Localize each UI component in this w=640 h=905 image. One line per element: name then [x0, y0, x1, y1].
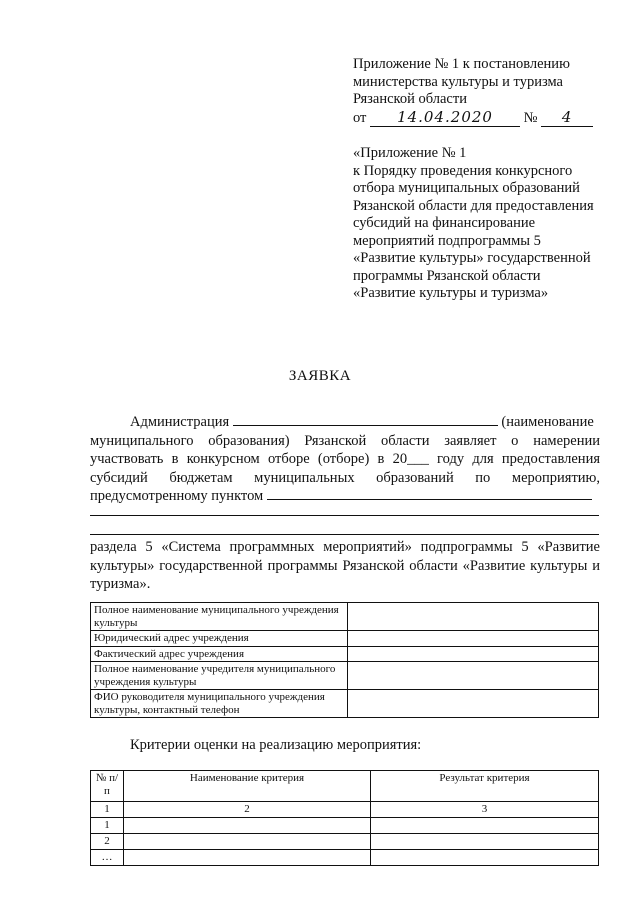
header-cell-result: Результат критерия	[371, 771, 599, 802]
appendix-line: программы Рязанской области	[353, 267, 541, 284]
header-line-1: Приложение № 1 к постановлению	[353, 56, 570, 72]
table-cell-value[interactable]	[348, 603, 599, 631]
clause-blank[interactable]	[267, 487, 592, 500]
appendix-line: субсидий на финансирование	[353, 215, 536, 231]
table-cell[interactable]	[371, 850, 599, 866]
criteria-heading: Критерии оценки на реализацию мероприятия:	[130, 737, 422, 753]
table-cell-value[interactable]	[348, 631, 599, 647]
date-prefix: от	[353, 109, 367, 126]
table-cell-label: ФИО руководителя муниципального учреждения культуры, контактный телефон	[91, 690, 348, 718]
table-row	[91, 850, 599, 866]
table-cell[interactable]	[124, 850, 371, 866]
header-line-2: министерства культуры и туризма	[353, 73, 563, 90]
number-label: №	[523, 109, 538, 126]
table-cell-label: Полное наименование муниципального учреждения культуры	[91, 603, 348, 631]
paragraph-line: муниципального образования) Рязанской области заявляет о намерении	[90, 432, 600, 449]
paragraph-line: участвовать в конкурсном отборе (отборе) в 20___ году для предоставления	[90, 451, 600, 467]
table-cell-label: Фактический адрес учреждения	[91, 646, 348, 662]
table-cell-label: Юридический адрес учреждения	[91, 631, 348, 647]
table-cell: 1	[91, 802, 124, 818]
table-row	[91, 603, 599, 631]
table-cell: 2	[124, 802, 371, 818]
clause-line	[90, 487, 600, 506]
document-title: ЗАЯВКА	[288, 368, 352, 384]
table-header-row	[91, 771, 599, 802]
header-cell-criterion: Наименование критерия	[124, 771, 371, 802]
table-cell: 1	[91, 818, 124, 834]
section-paragraph: раздела 5 «Система программных мероприятий» подпрограммы 5 «Развитие культуры» государственной программы Рязанской области «Развитие культуры и туризма».	[90, 539, 600, 592]
table-cell: 3	[371, 802, 599, 818]
table-cell[interactable]	[371, 834, 599, 850]
table-cell: 2	[91, 834, 124, 850]
blank-line[interactable]	[90, 534, 599, 535]
clause-label: предусмотренному пунктом	[90, 488, 264, 504]
header-date-line	[353, 109, 623, 128]
criteria-table	[90, 770, 599, 866]
paragraph-line: субсидий бюджетам муниципальных образований по мероприятию,	[90, 469, 600, 486]
table-cell-value[interactable]	[348, 646, 599, 662]
appendix-line: «Развитие культуры и туризма»	[353, 285, 549, 301]
table-cell[interactable]	[124, 818, 371, 834]
handwritten-date: 14.04.2020	[370, 109, 520, 128]
table-row	[91, 834, 599, 850]
appendix-line: Рязанской области для предоставления	[353, 197, 594, 214]
table-cell-value[interactable]	[348, 662, 599, 690]
appendix-line: «Развитие культуры» государственной	[353, 250, 591, 266]
administration-line	[90, 413, 600, 432]
blank-line[interactable]	[90, 515, 599, 516]
table-cell[interactable]	[371, 818, 599, 834]
table-row	[91, 662, 599, 690]
table-cell[interactable]	[124, 834, 371, 850]
header-cell-number: № п/п	[91, 771, 124, 802]
application-paragraph	[90, 413, 600, 506]
institution-info-table	[90, 602, 599, 718]
handwritten-number: 4	[541, 109, 593, 128]
header-line-3: Рязанской области	[353, 91, 467, 107]
appendix-line: «Приложение № 1	[353, 145, 467, 161]
municipality-blank[interactable]	[233, 413, 498, 426]
table-row	[91, 631, 599, 647]
table-index-row	[91, 802, 599, 818]
table-row	[91, 818, 599, 834]
appendix-reference	[353, 145, 623, 303]
table-cell-value[interactable]	[348, 690, 599, 718]
table-row	[91, 690, 599, 718]
table-row	[91, 646, 599, 662]
appendix-line: мероприятий подпрограммы 5	[353, 232, 541, 249]
naming-hint: (наименование	[501, 414, 594, 430]
appendix-line: отбора муниципальных образований	[353, 180, 580, 196]
table-cell-label: Полное наименование учредителя муниципального учреждения культуры	[91, 662, 348, 690]
table-cell: …	[91, 850, 124, 866]
administration-label: Администрация	[130, 414, 230, 430]
appendix-header	[353, 56, 623, 127]
appendix-line: к Порядку проведения конкурсного	[353, 162, 573, 179]
